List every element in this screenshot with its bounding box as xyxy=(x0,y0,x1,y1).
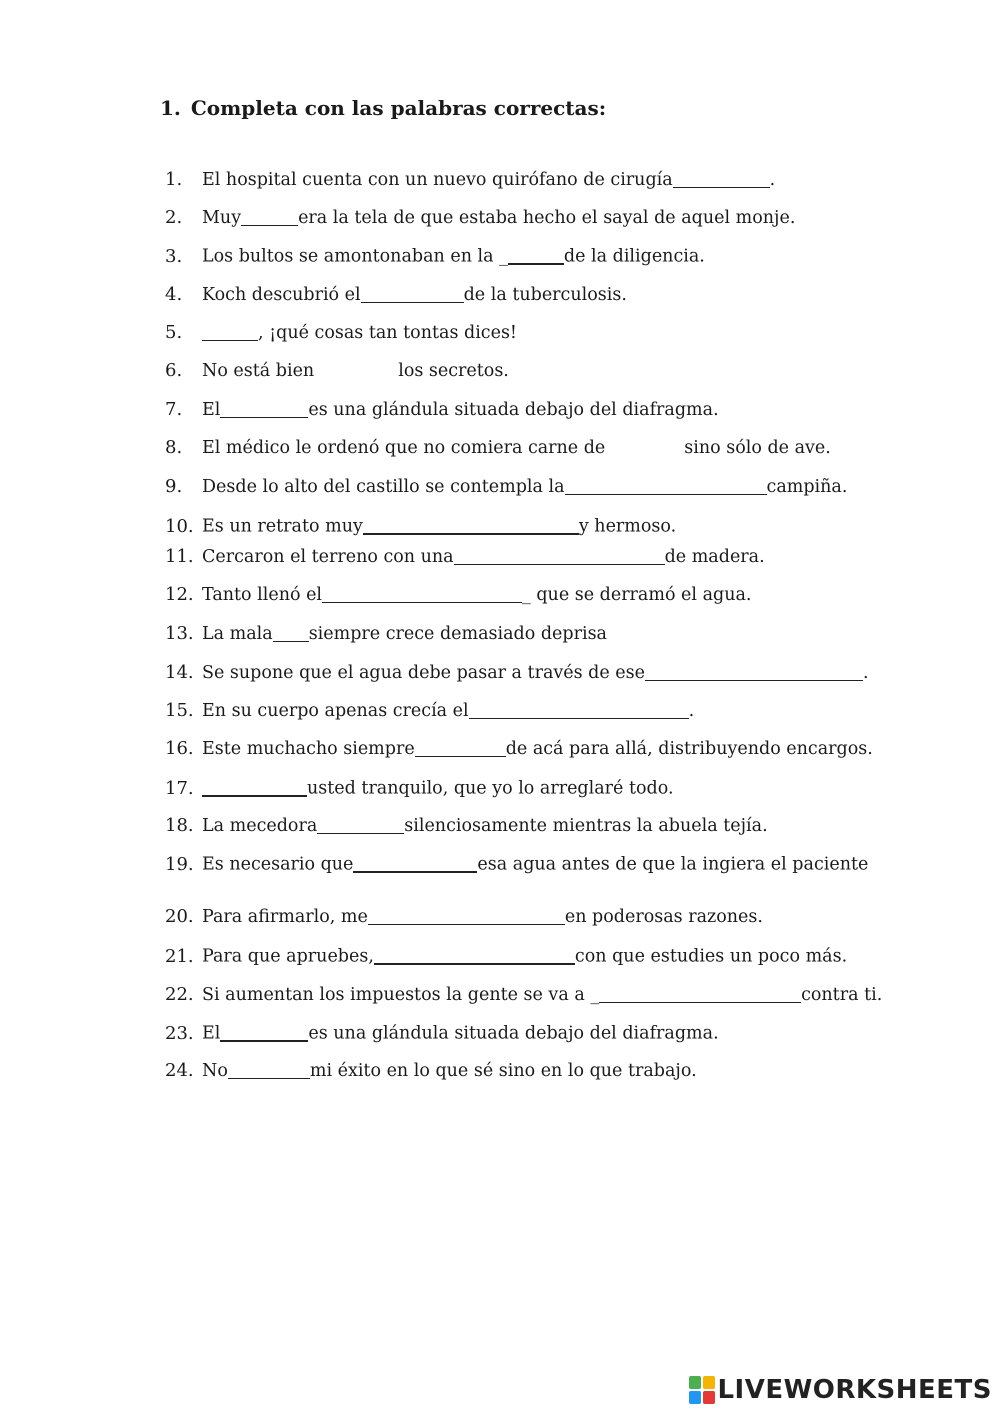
sentence-text-after: usted tranquilo, que yo lo arreglaré todo. xyxy=(307,778,674,799)
item-number: 2. xyxy=(165,207,183,228)
answer-blank[interactable] xyxy=(454,547,665,566)
sentence-text-after: es una glándula situada debajo del diafragma. xyxy=(308,400,719,420)
item-number: 14. xyxy=(165,662,194,683)
answer-blank[interactable] xyxy=(361,285,464,304)
sentence-item xyxy=(165,437,831,459)
sentence-item xyxy=(165,777,674,799)
sentence-item xyxy=(165,515,676,537)
sentence-text-after: . xyxy=(769,170,776,190)
sentence-text-after: _ que se derramó el agua. xyxy=(522,585,752,605)
answer-blank[interactable] xyxy=(241,208,298,227)
sentence-text-before: Para afirmarlo, me xyxy=(202,907,368,927)
sentence-text-after: . xyxy=(688,701,695,721)
sentence-text-after: . xyxy=(863,663,869,683)
item-number: 18. xyxy=(165,815,194,836)
answer-blank[interactable] xyxy=(368,907,565,926)
item-number: 9. xyxy=(165,476,183,497)
item-number: 1. xyxy=(165,169,183,190)
item-number: 13. xyxy=(165,623,194,644)
sentence-item xyxy=(165,207,795,229)
sentence-item xyxy=(165,815,768,837)
sentence-item xyxy=(165,584,751,606)
sentence-text-before: No xyxy=(202,1061,228,1081)
exercise-number: 1. xyxy=(160,96,181,120)
answer-blank[interactable] xyxy=(374,945,575,965)
sentence-text-after: de madera. xyxy=(664,547,765,567)
item-number: 6. xyxy=(165,360,183,381)
sentence-text-after: con que estudies un poco más. xyxy=(574,946,848,967)
sentence-text-before: La mecedora xyxy=(202,816,318,836)
sentence-text-after: de acá para allá, distribuyendo encargos. xyxy=(505,739,873,759)
item-number: 4. xyxy=(165,284,183,305)
answer-blank[interactable] xyxy=(565,477,767,496)
sentence-item xyxy=(165,853,868,875)
answer-blank[interactable] xyxy=(202,777,307,797)
answer-blank[interactable] xyxy=(228,1061,310,1080)
sentence-text-before: Para que apruebes, xyxy=(202,946,374,967)
answer-blank[interactable] xyxy=(220,1022,308,1042)
sentence-item xyxy=(165,476,847,498)
sentence-item xyxy=(165,546,765,568)
sentence-item xyxy=(165,1060,697,1082)
answer-blank[interactable] xyxy=(273,624,309,643)
sentence-item xyxy=(165,322,517,344)
sentence-text-after: en poderosas razones. xyxy=(564,907,763,927)
item-number: 23. xyxy=(165,1022,194,1044)
answer-blank[interactable] xyxy=(317,816,404,835)
item-number: 16. xyxy=(165,738,194,759)
sentence-text-after: silenciosamente mientras la abuela tejía. xyxy=(404,816,768,836)
sentence-text-before: La mala xyxy=(202,624,273,644)
sentence-item xyxy=(165,399,719,421)
liveworksheets-logo-text: LIVEWORKSHEETS xyxy=(717,1375,992,1405)
item-number: 19. xyxy=(165,853,194,875)
answer-blank[interactable] xyxy=(673,170,770,189)
item-number: 20. xyxy=(165,906,194,927)
item-number: 8. xyxy=(165,437,183,458)
liveworksheets-logo xyxy=(689,1375,992,1405)
answer-blank[interactable] xyxy=(508,245,564,265)
answer-blank[interactable] xyxy=(605,439,684,457)
sentence-text-before: Muy xyxy=(202,208,242,228)
sentence-text-after: , ¡qué cosas tan tontas dices! xyxy=(258,323,517,343)
sentence-text-after: esa agua antes de que la ingiera el paciente xyxy=(477,854,869,875)
sentence-text-before: Este muchacho siempre xyxy=(202,739,415,759)
item-number: 11. xyxy=(165,546,194,567)
sentence-text-before: El xyxy=(202,400,221,420)
sentence-item xyxy=(165,984,882,1006)
item-number: 3. xyxy=(165,245,183,267)
sentence-text-after: y hermoso. xyxy=(578,516,677,537)
liveworksheets-logo-icon xyxy=(689,1376,715,1404)
answer-blank[interactable] xyxy=(599,985,801,1004)
sentence-item xyxy=(165,169,775,191)
sentence-text-before: El médico le ordenó que no comiera carne de xyxy=(202,438,606,458)
item-number: 17. xyxy=(165,777,194,799)
sentence-text-before: Koch descubrió el xyxy=(202,285,361,305)
sentence-text-after: contra ti. xyxy=(801,985,883,1005)
sentence-text-after: sino sólo de ave. xyxy=(684,438,831,458)
sentence-item xyxy=(165,623,607,645)
sentence-item xyxy=(165,906,763,928)
answer-blank[interactable] xyxy=(469,701,689,720)
sentence-text-after: de la diligencia. xyxy=(563,246,705,267)
item-number: 7. xyxy=(165,399,183,420)
answer-blank[interactable] xyxy=(415,739,506,758)
sentence-text-after: es una glándula situada debajo del diafragma. xyxy=(308,1023,719,1044)
sentence-text-after: de la tuberculosis. xyxy=(463,285,627,305)
sentence-text-after: era la tela de que estaba hecho el sayal de aquel monje. xyxy=(298,208,796,228)
answer-blank[interactable] xyxy=(202,323,258,342)
answer-blank[interactable] xyxy=(314,362,398,380)
sentence-text-after: los secretos. xyxy=(398,361,509,381)
item-number: 10. xyxy=(165,515,194,537)
sentence-text-before: No está bien xyxy=(202,361,315,381)
item-number: 5. xyxy=(165,322,183,343)
sentence-text-before: Es necesario que xyxy=(202,854,354,875)
exercise-title: Completa con las palabras correctas: xyxy=(190,96,607,120)
sentence-item xyxy=(165,245,705,267)
sentence-item xyxy=(165,700,694,722)
sentence-text-before: Es un retrato muy xyxy=(202,516,363,537)
sentence-text-before: Si aumentan los impuestos la gente se va a _ xyxy=(202,985,600,1005)
item-number: 24. xyxy=(165,1060,194,1081)
exercise-heading xyxy=(160,96,606,120)
sentence-item xyxy=(165,284,627,306)
item-number: 21. xyxy=(165,945,194,967)
sentence-text-after: siempre crece demasiado deprisa xyxy=(308,624,607,644)
sentence-text-before: El hospital cuenta con un nuevo quirófano de cirugía xyxy=(202,170,673,190)
answer-blank[interactable] xyxy=(645,663,863,682)
sentence-text-after: campiña. xyxy=(766,477,848,497)
sentence-item xyxy=(165,945,847,967)
sentence-item xyxy=(165,738,873,760)
answer-blank[interactable] xyxy=(220,400,308,419)
sentence-item xyxy=(165,360,509,382)
item-number: 22. xyxy=(165,984,194,1005)
sentence-text-before: En su cuerpo apenas crecía el xyxy=(202,701,469,721)
item-number: 12. xyxy=(165,584,194,605)
sentence-text-before: Cercaron el terreno con una xyxy=(202,547,454,567)
item-number: 15. xyxy=(165,700,194,721)
sentence-text-before: Se supone que el agua debe pasar a través de ese xyxy=(202,663,645,683)
answer-blank[interactable] xyxy=(353,853,477,873)
sentence-item xyxy=(165,662,869,684)
sentence-text-before: Los bultos se amontonaban en la _ xyxy=(202,246,508,267)
sentence-item xyxy=(165,1022,719,1044)
sentence-text-before: El xyxy=(202,1023,221,1044)
sentence-text-after: mi éxito en lo que sé sino en lo que trabajo. xyxy=(309,1061,697,1081)
answer-blank[interactable] xyxy=(363,515,579,535)
answer-blank[interactable] xyxy=(322,585,522,604)
sentence-text-before: Tanto llenó el xyxy=(202,585,323,605)
sentence-text-before: Desde lo alto del castillo se contempla la xyxy=(202,477,565,497)
